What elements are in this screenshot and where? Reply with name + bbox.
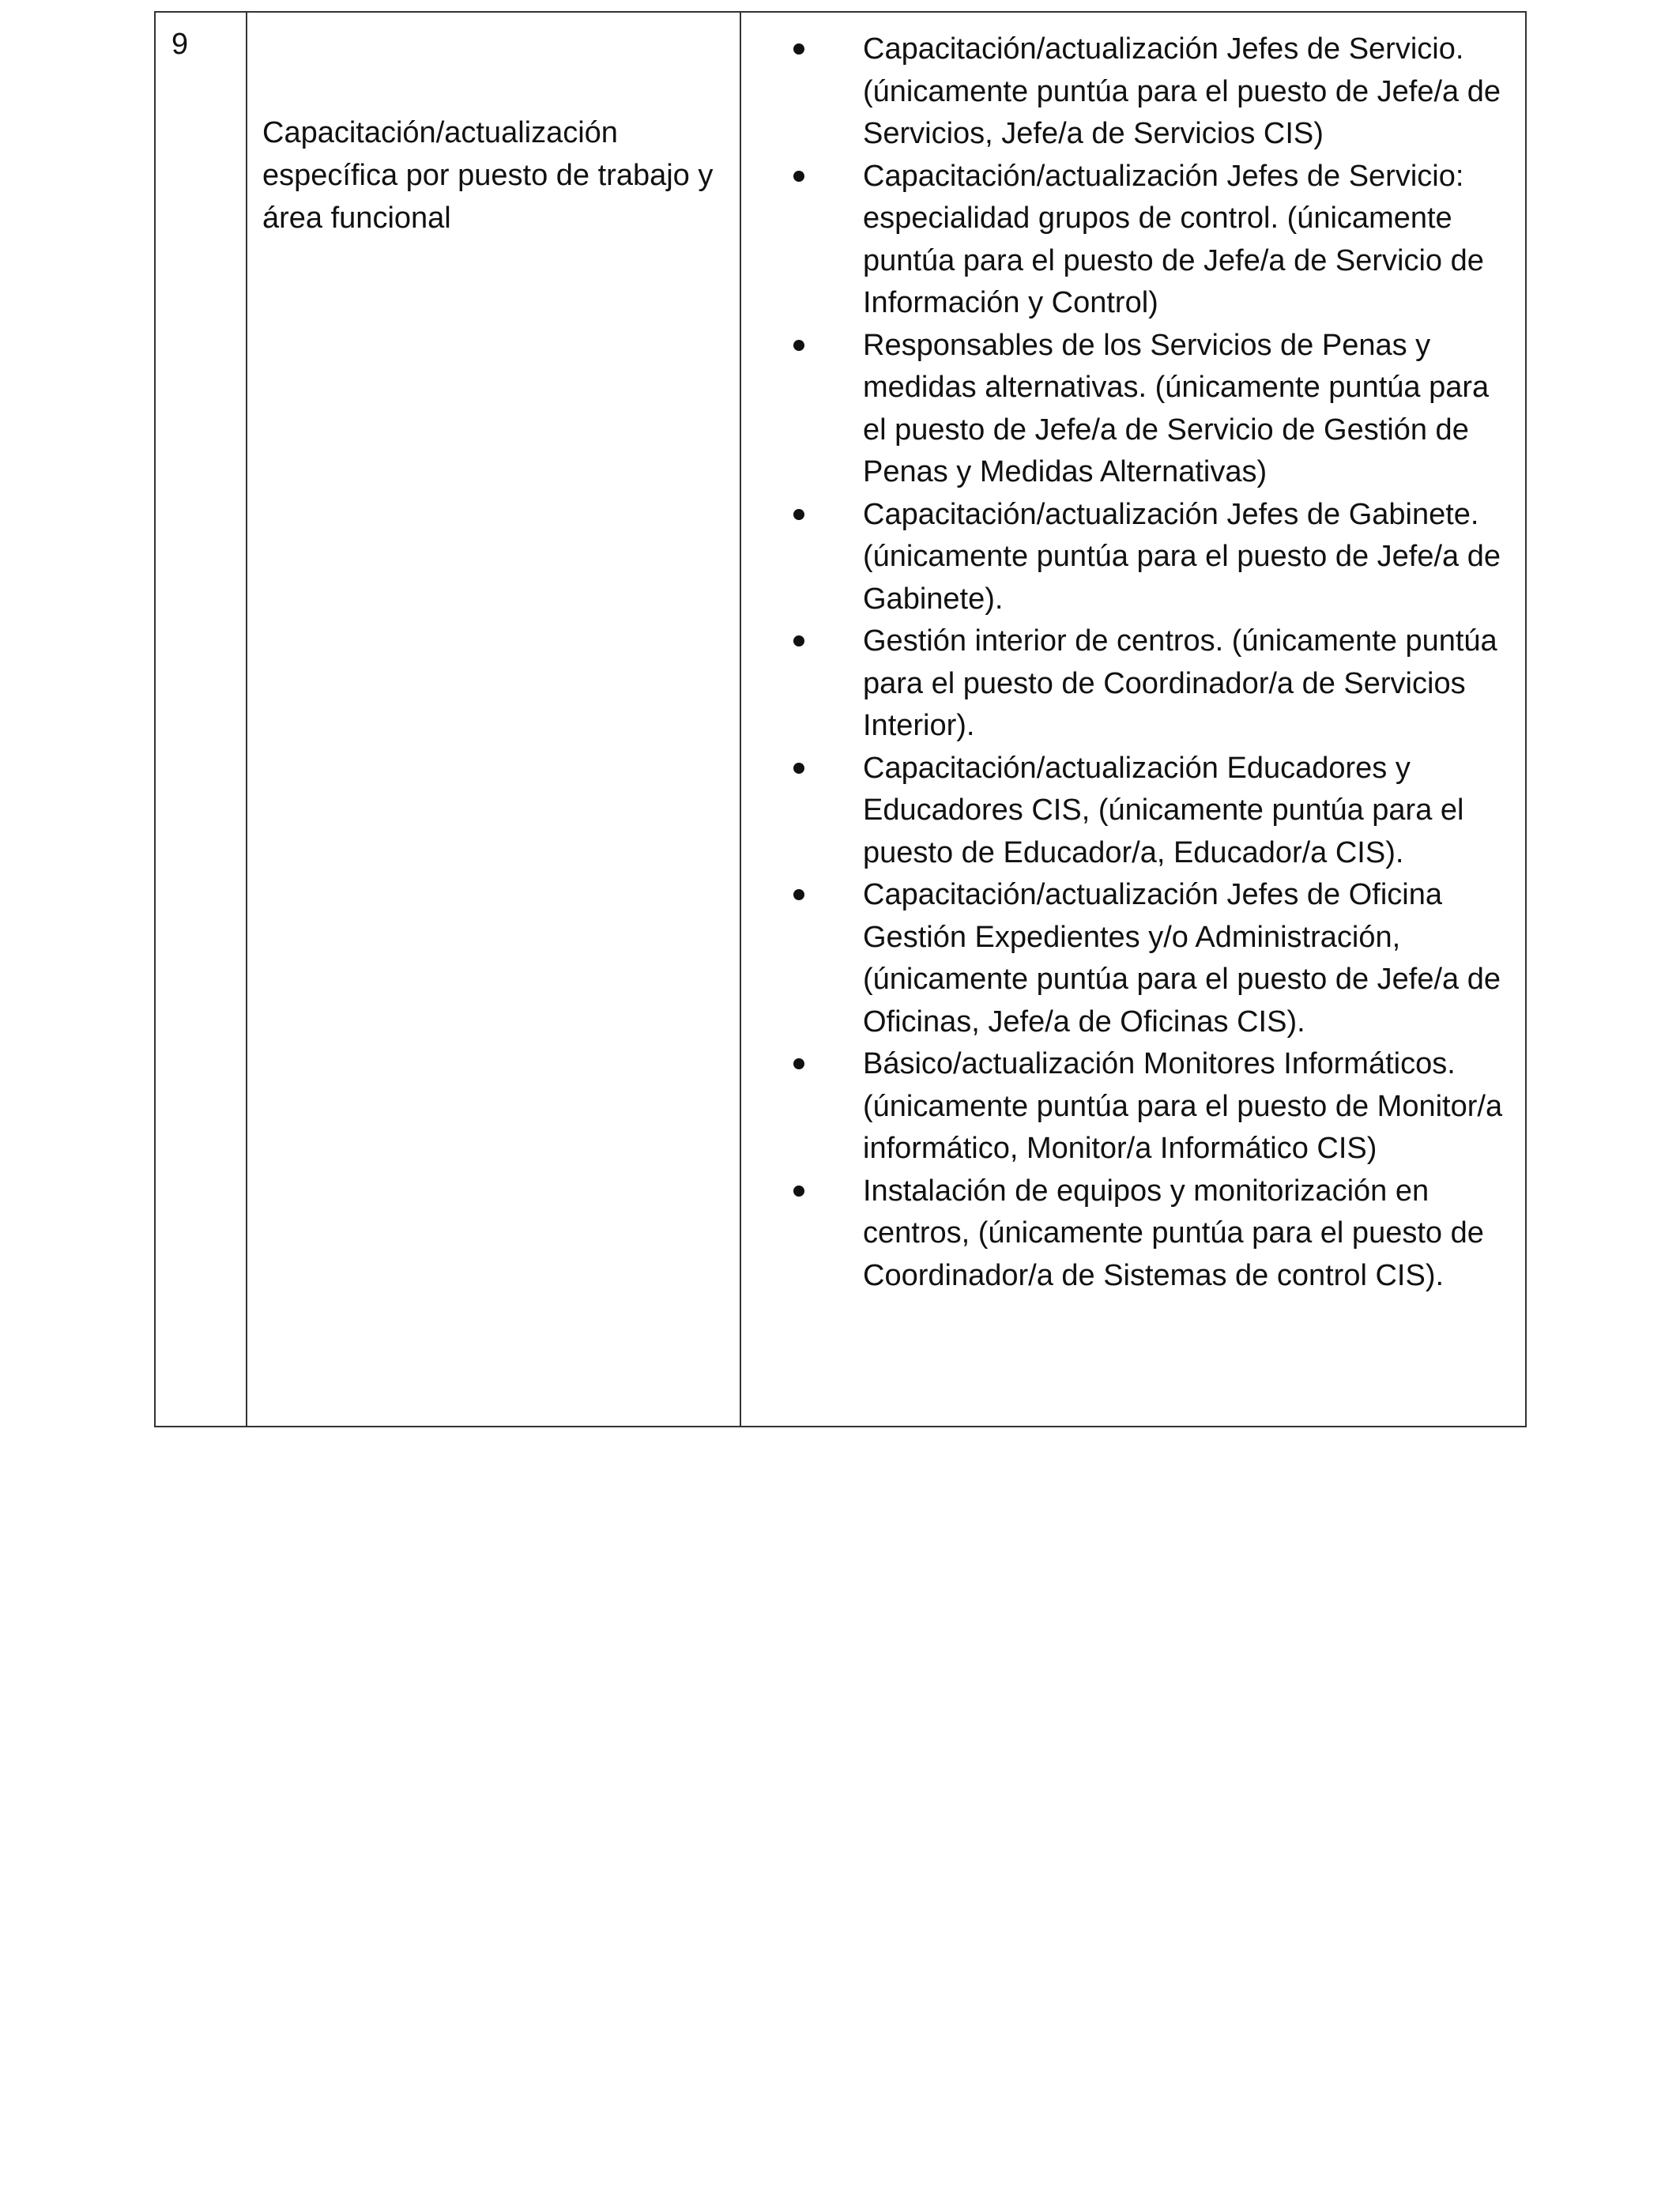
list-item-text: Capacitación/actualización Educadores y Educadores CIS, (únicamente puntúa para el puesto de Educador/a, Educador/a CIS). — [863, 751, 1464, 869]
list-item — [756, 748, 1516, 875]
list-item-text: Instalación de equipos y monitorización en centros, (únicamente puntúa para el puesto de Coordinador/a de Sistemas de control CIS). — [863, 1174, 1484, 1292]
list-item-text: Capacitación/actualización Jefes de Servicio. (únicamente puntúa para el puesto de Jefe/a de Servicios, Jefe/a de Servicios CIS) — [863, 32, 1501, 150]
list-item — [756, 874, 1516, 1043]
row-number: 9 — [171, 28, 189, 61]
list-item-text: Gestión interior de centros. (únicamente puntúa para el puesto de Coordinador/a de Servicios Interior). — [863, 624, 1497, 742]
column-divider — [246, 13, 247, 1426]
criteria-table — [154, 11, 1527, 1427]
list-item-text: Básico/actualización Monitores Informáticos. (únicamente puntúa para el puesto de Monitor/a informático, Monitor/a Informático CIS) — [863, 1047, 1503, 1165]
column-divider — [740, 13, 741, 1426]
bullet-icon — [793, 635, 804, 647]
course-list — [756, 28, 1516, 1297]
bullet-icon — [793, 340, 804, 351]
bullet-icon — [793, 1058, 804, 1069]
list-item — [756, 620, 1516, 748]
list-item — [756, 494, 1516, 621]
criterion-description: Capacitación/actualización específica por puesto de trabajo y área funcional — [262, 116, 714, 235]
list-item — [756, 1043, 1516, 1171]
bullet-icon — [793, 763, 804, 774]
list-item-text: Capacitación/actualización Jefes de Gabinete. (únicamente puntúa para el puesto de Jefe/a de Gabinete). — [863, 497, 1501, 616]
list-item — [756, 1171, 1516, 1298]
list-item — [756, 325, 1516, 494]
list-item — [756, 28, 1516, 156]
bullet-icon — [793, 889, 804, 900]
bullet-icon — [793, 43, 804, 55]
bullet-icon — [793, 1186, 804, 1197]
list-item-text: Responsables de los Servicios de Penas y medidas alternativas. (únicamente puntúa para el puesto de Jefe/a de Servicio de Gestión de Penas y Medidas Alternativas) — [863, 328, 1490, 488]
list-item — [756, 156, 1516, 325]
list-item-text: Capacitación/actualización Jefes de Oficina Gestión Expedientes y/o Administración, (únicamente puntúa para el puesto de Jefe/a de Oficinas, Jefe/a de Oficinas CIS). — [863, 878, 1501, 1039]
bullet-icon — [793, 171, 804, 182]
bullet-icon — [793, 509, 804, 520]
list-item-text: Capacitación/actualización Jefes de Servicio: especialidad grupos de control. (únicamente puntúa para el puesto de Jefe/a de Servicio de Información y Control) — [863, 159, 1484, 319]
